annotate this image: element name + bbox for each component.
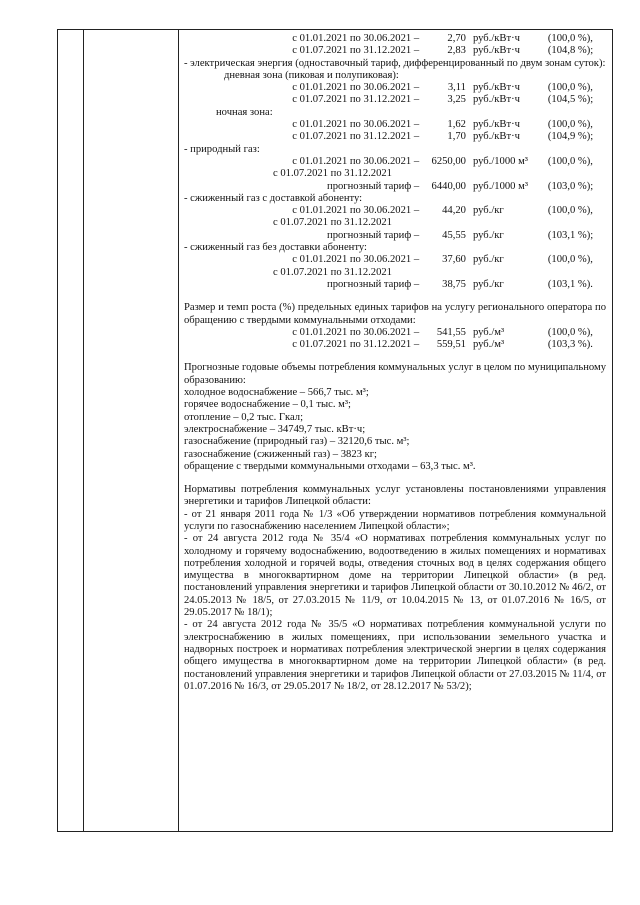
tariff-line: с 01.07.2021 по 31.12.2021 – 3,25 руб./кВт·ч (104,5 %);: [292, 94, 594, 106]
table-content-cell: [184, 33, 606, 693]
waste-tariff-paragraph: Размер и темп роста (%) предельных единых тарифов на услугу регионального оператора по обращению с твердыми коммунальными отходами:: [184, 302, 606, 326]
tariff-line: с 01.01.2021 по 30.06.2021 – 44,20 руб./кг (100,0 %),: [292, 205, 593, 217]
natural-gas-heading: - природный газ:: [184, 143, 260, 155]
forecast-item: холодное водоснабжение – 566,7 тыс. м³;: [184, 387, 369, 399]
column-divider: [83, 30, 84, 831]
tariff-line: прогнозный тариф – 38,75 руб./кг (103,1 %).: [327, 278, 593, 290]
forecast-item: обращение с твердыми коммунальными отходами – 63,3 тыс. м³.: [184, 460, 476, 472]
tariff-line: с 01.07.2021 по 31.12.2021 – 559,51 руб./м³ (103,3 %).: [292, 339, 593, 351]
forecast-item: горячее водоснабжение – 0,1 тыс. м³;: [184, 399, 351, 411]
tariff-line: с 01.01.2021 по 30.06.2021 – 6250,00 руб./1000 м³ (100,0 %),: [292, 155, 593, 167]
tariff-period-line: с 01.07.2021 по 31.12.2021: [273, 217, 392, 229]
tariff-line: с 01.07.2021 по 31.12.2021 – 2,83 руб./кВт·ч (104,8 %);: [292, 45, 594, 57]
tariff-line: прогнозный тариф – 45,55 руб./кг (103,1 %);: [327, 229, 594, 241]
tariff-line: с 01.01.2021 по 30.06.2021 – 3,11 руб./кВт·ч (100,0 %),: [292, 82, 593, 94]
norms-item: - от 24 августа 2012 года № 35/5 «О нормативах потребления коммунальной услуги по электроснабжению в жилых помещениях, при использовании земельного участка и надворных построек и нормативах потребления электрической энергии в целях содержания общего имущества в многоквартирном доме на территории Липецкой области» (в ред. постановлений управления энергетики и тарифов Липецкой области от 27.03.2015 № 11/4, от 01.07.2016 № 16/3, от 29.05.2017 № 18/2, от 28.12.2017 № 53/2);: [184, 619, 606, 692]
tariff-line: с 01.01.2021 по 30.06.2021 – 1,62 руб./кВт·ч (100,0 %),: [292, 119, 593, 131]
norms-intro-paragraph: Нормативы потребления коммунальных услуг установлены постановлениями управления энергетики и тарифов Липецкой области:: [184, 484, 606, 508]
forecast-item: электроснабжение – 34749,7 тыс. кВт·ч;: [184, 423, 366, 435]
tariff-line: прогнозный тариф – 6440,00 руб./1000 м³ (103,0 %);: [327, 180, 594, 192]
tariff-line: с 01.01.2021 по 30.06.2021 – 541,55 руб./м³ (100,0 %),: [292, 326, 593, 338]
forecast-item: газоснабжение (природный газ) – 32120,6 тыс. м³;: [184, 436, 410, 448]
lpg-no-delivery-heading: - сжиженный газ без доставки абоненту:: [184, 242, 367, 254]
electricity-heading: - электрическая энергия (одноставочный тариф, дифференцированный по двум зонам суток):: [184, 57, 606, 69]
forecast-item: отопление – 0,2 тыс. Гкал;: [184, 411, 304, 423]
lpg-delivery-heading: - сжиженный газ с доставкой абоненту:: [184, 192, 363, 204]
norms-item: - от 24 августа 2012 года № 35/4 «О нормативах потребления коммунальных услуг по холодному и горячему водоснабжению, водоотведению в жилых помещениях и нормативах потребления холодной и горячей воды, отведения сточных вод в целях содержания общего имущества в многоквартирном доме на территории Липецкой области» (в ред. постановлений управления энергетики и тарифов Липецкой области от 30.10.2012 № 46/2, от 24.05.2013 № 18/5, от 27.03.2015 № 11/9, от 10.04.2015 № 13, от 01.07.2016 № 16/5, от 29.05.2017 № 18/1);: [184, 533, 606, 619]
tariff-period-line: с 01.07.2021 по 31.12.2021: [273, 266, 392, 278]
column-divider: [178, 30, 179, 831]
forecast-item: газоснабжение (сжиженный газ) – 3823 кг;: [184, 448, 377, 460]
tariff-period-line: с 01.07.2021 по 31.12.2021: [273, 168, 392, 180]
tariff-line: с 01.01.2021 по 30.06.2021 – 2,70 руб./кВт·ч (100,0 %),: [292, 33, 593, 44]
tariff-line: с 01.01.2021 по 30.06.2021 – 37,60 руб./кг (100,0 %),: [292, 254, 593, 266]
tariff-line: с 01.07.2021 по 31.12.2021 – 1,70 руб./кВт·ч (104,9 %);: [292, 131, 594, 143]
norms-item: - от 21 января 2011 года № 1/3 «Об утверждении нормативов потребления коммунальной услуги по газоснабжению населением Липецкой области»;: [184, 508, 606, 532]
day-zone-label: дневная зона (пиковая и полупиковая):: [224, 69, 399, 81]
forecast-paragraph: Прогнозные годовые объемы потребления коммунальных услуг в целом по муниципальному образованию:: [184, 362, 606, 386]
night-zone-label: ночная зона:: [216, 106, 273, 118]
